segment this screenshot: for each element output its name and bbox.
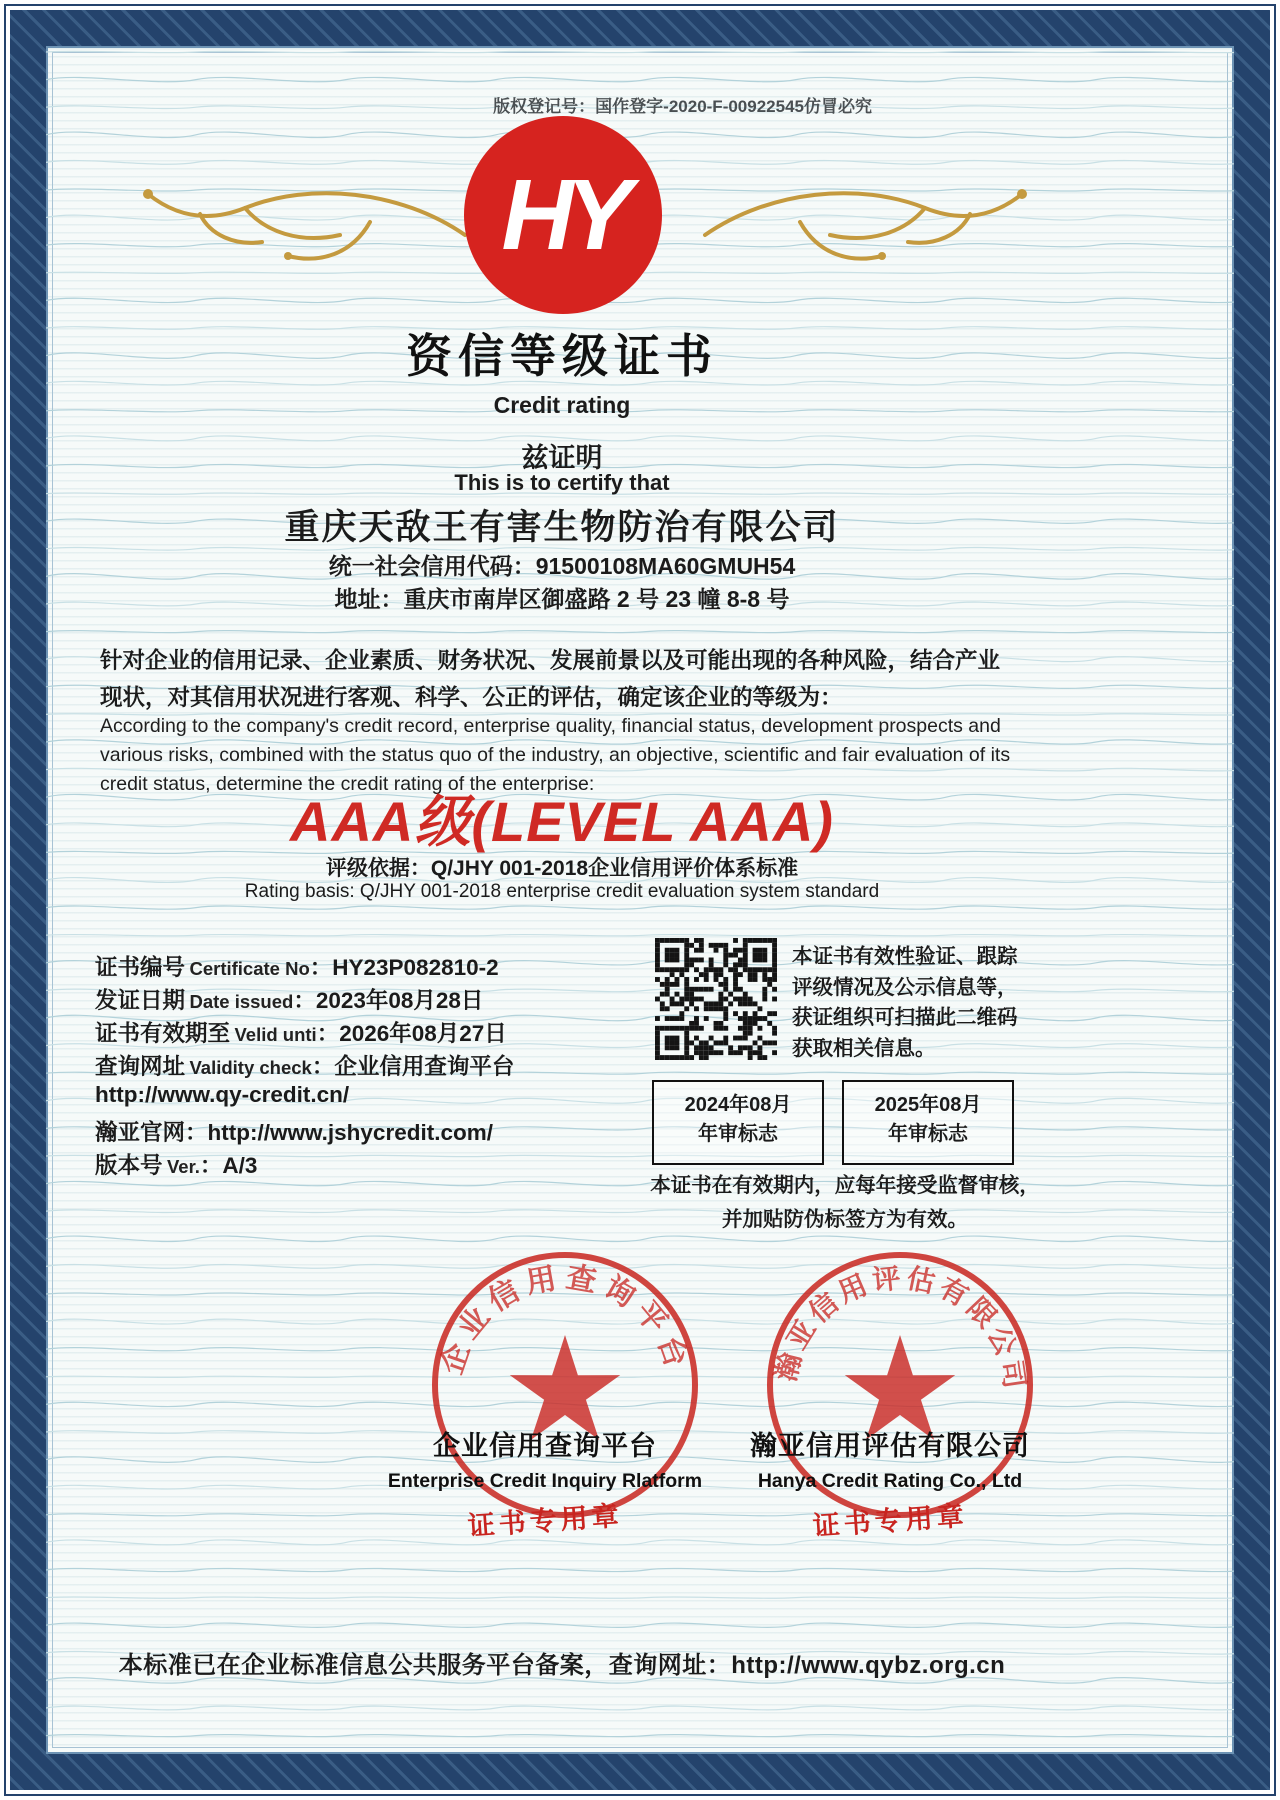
certificate-title: 资信等级证书 [406, 330, 718, 382]
left-signatory-block [345, 1424, 745, 1542]
info-line-validity-check: 查询网址 Validity check：企业信用查询平台 [95, 1054, 515, 1079]
copyright-registration-text: 版权登记号：国作登字-2020-F-00922545仿冒必究 [493, 97, 872, 116]
annual-supervision-note-line2: 并加贴防伪标签方为有效。 [722, 1208, 968, 1231]
info-line-version: 版本号 Ver.：A/3 [95, 1153, 258, 1178]
left-signatory-name-cn: 企业信用查询平台 [433, 1431, 657, 1461]
gold-flourish-right-icon [700, 180, 1030, 280]
info-line-qy-credit-url: http://www.qy-credit.cn/ [95, 1082, 350, 1107]
left-seal-ring-text: 企业信用查询平台 [435, 1260, 695, 1379]
evaluation-paragraph-en: According to the company's credit record, enterprise quality, financial status, development prospects and various risks, combined with the status quo of the industry, an objective, scientific and fair evaluation of its credit status, determine the credit rating of the enterprise: [100, 715, 1011, 795]
evaluation-paragraph-cn-line1: 针对企业的信用记录、企业素质、财务状况、发展前景以及可能出现的各种风险，结合产业 [100, 648, 1001, 673]
footer-standard-filing-text: 本标准已在企业标准信息公共服务平台备案，查询网址：http://www.qybz.org.cn [118, 1652, 1006, 1679]
right-signatory-name-cn: 瀚亚信用评估有限公司 [750, 1431, 1030, 1461]
right-signatory-block [690, 1424, 1090, 1542]
evaluation-paragraph-cn-line2: 现状，对其信用状况进行客观、科学、公正的评估，确定该企业的等级为： [100, 685, 843, 710]
company-name: 重庆天敌王有害生物防治有限公司 [284, 508, 840, 547]
certificate-subtitle: Credit rating [493, 392, 631, 418]
certify-text-en: This is to certify that [454, 470, 670, 495]
hy-logo-text: HY [501, 158, 625, 271]
annual-review-box-2025: 2025年08月 年审标志 [842, 1080, 1014, 1165]
hy-logo [464, 116, 662, 314]
unified-credit-code: 统一社会信用代码：91500108MA60GMUH54 [328, 553, 796, 579]
left-seal-label: 证书专用章 [466, 1500, 624, 1542]
info-line-valid-until: 证书有效期至 Velid unti：2026年08月27日 [95, 1021, 507, 1046]
left-signatory-name-en: Enterprise Credit Inquiry Rlatform [387, 1470, 703, 1492]
right-seal-ring-text: 瀚亚信用评估有限公司 [770, 1262, 1031, 1395]
annual-supervision-note-line1: 本证书在有效期内，应每年接受监督审核， [650, 1174, 1040, 1197]
right-signatory-name-en: Hanya Credit Rating Co., Ltd [757, 1470, 1023, 1492]
right-seal-label: 证书专用章 [811, 1500, 969, 1542]
info-line-certificate-no: 证书编号 Certificate No：HY23P082810-2 [95, 955, 499, 980]
qr-instruction-text: 本证书有效性验证、跟踪 评级情况及公示信息等， 获证组织可扫描此二维码 获取相关信息。 [792, 945, 1018, 1060]
qr-code [655, 938, 777, 1060]
info-line-hanya-website: 瀚亚官网：http://www.jshycredit.com/ [95, 1120, 493, 1145]
rating-basis-en: Rating basis: Q/JHY 001-2018 enterprise credit evaluation system standard [244, 881, 880, 902]
info-line-date-issued: 发证日期 Date issued：2023年08月28日 [95, 988, 484, 1013]
annual-review-box-2024: 2024年08月 年审标志 [652, 1080, 824, 1165]
gold-flourish-left-icon [140, 180, 470, 280]
rating-basis-cn: 评级依据：Q/JHY 001-2018企业信用评价体系标准 [325, 857, 799, 880]
company-address: 地址：重庆市南岸区御盛路 2 号 23 幢 8-8 号 [334, 586, 790, 612]
rating-level: AAA级(LEVEL AAA) [290, 790, 834, 853]
evaluation-paragraph-cn [100, 642, 1050, 716]
certify-text-cn: 兹证明 [521, 443, 603, 473]
certificate-info-block [95, 950, 675, 1181]
